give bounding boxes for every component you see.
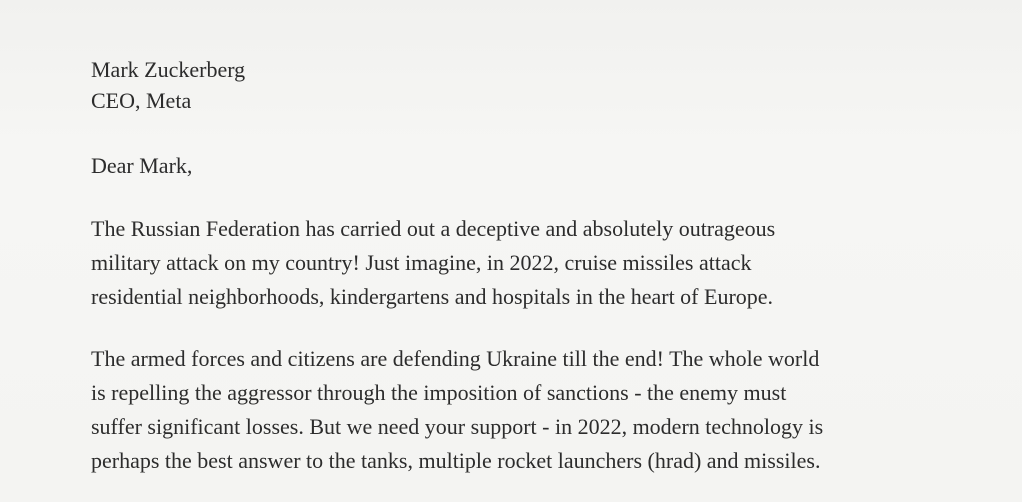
- paragraph-line: The armed forces and citizens are defending Ukraine till the end! The whole world: [91, 346, 820, 371]
- recipient-title: CEO, Meta: [91, 88, 192, 113]
- paragraph-2: [91, 342, 823, 478]
- paragraph-line: The Russian Federation has carried out a deceptive and absolutely outrageous: [91, 216, 776, 241]
- paragraph-line: is repelling the aggressor through the imposition of sanctions - the enemy must: [91, 380, 787, 405]
- paragraph-line: residential neighborhoods, kindergartens and hospitals in the heart of Europe.: [91, 284, 774, 309]
- recipient-name: Mark Zuckerberg: [91, 57, 246, 82]
- recipient-block: [91, 54, 245, 116]
- paragraph-line: perhaps the best answer to the tanks, multiple rocket launchers (hrad) and missiles.: [91, 448, 821, 473]
- paragraph-1: [91, 212, 775, 314]
- paragraph-line: suffer significant losses. But we need your support - in 2022, modern technology is: [91, 414, 824, 439]
- salutation: Dear Mark,: [91, 153, 193, 178]
- paragraph-line: military attack on my country! Just imagine, in 2022, cruise missiles attack: [91, 250, 752, 275]
